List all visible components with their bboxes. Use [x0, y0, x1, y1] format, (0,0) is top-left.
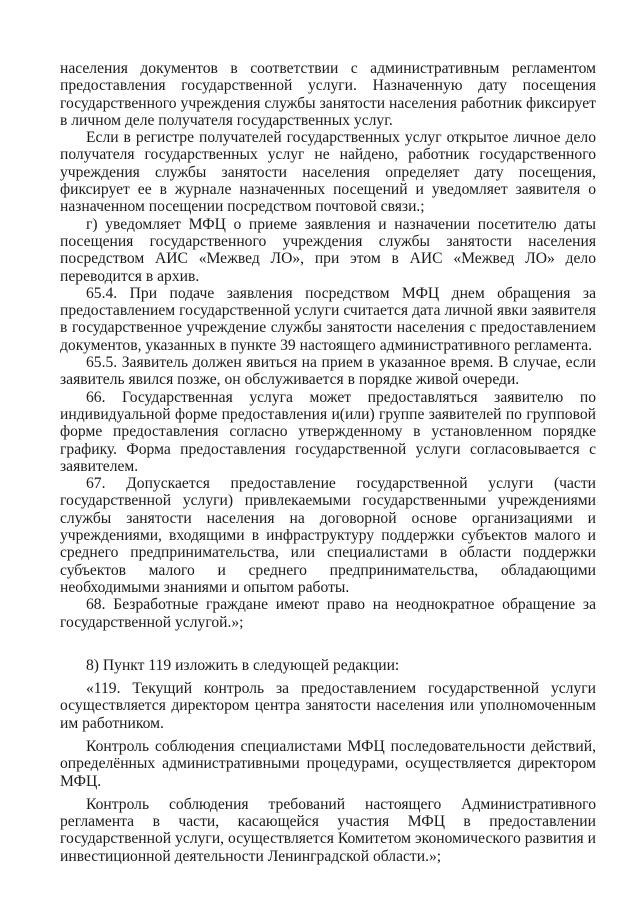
paragraph-item-g: г) уведомляет МФЦ о приеме заявления и назначении посетителю даты посещения государственного учреждения службы занятости населения посредством АИС «Межвед ЛО», при этом в АИС «Межвед ЛО» дело переводится в архив. [60, 215, 596, 285]
paragraph-66: 66. Государственная услуга может предоставляться заявителю по индивидуальной форме предоставления и(или) группе заявителей по групповой форме предоставления согласно утвержденному в установленном порядке графику. Форма предоставления государственной услуги согласовывается с заявителем. [60, 388, 596, 475]
paragraph-registry: Если в регистре получателей государственных услуг открытое личное дело получателя государственных услуг не найдено, работник государственного учреждения службы занятости населения определяет дату посещения, фиксирует ее в журнале назначенных посещений и уведомляет заявителя о назначенном посещении посредством почтовой связи.; [60, 129, 596, 216]
paragraph-68: 68. Безработные граждане имеют право на неоднократное обращение за государственной услугой.»; [60, 596, 596, 631]
paragraph-amendment-8: 8) Пункт 119 изложить в следующей редакции: [86, 656, 400, 674]
paragraph-regulation-control: Контроль соблюдения требований настоящего Административного регламента в части, касающейся участия МФЦ в предоставлении государственной услуги, осуществляется Комитетом экономического развития и инвестиционной деятельности Ленинградской области.»; [60, 795, 596, 865]
paragraph-continuation: населения документов в соответствии с административным регламентом предоставления государственной услуги. Назначенную дату посещения государственного учреждения службы занятости населения работник фиксирует в личном деле получателя государственных услуг. [60, 60, 596, 129]
paragraph-65-5: 65.5. Заявитель должен явиться на прием в указанное время. В случае, если заявитель явился позже, он обслуживается в порядке живой очереди. [60, 354, 596, 389]
section-gap [60, 631, 596, 657]
paragraph-mfc-control: Контроль соблюдения специалистами МФЦ последовательности действий, определённых административными процедурами, осуществляется директором МФЦ. [60, 737, 596, 790]
paragraph-65-4: 65.4. При подаче заявления посредством МФЦ днем обращения за предоставлением государственной услуги считается дата личной явки заявителя в государственное учреждение службы занятости населения с предоставлением документов, указанных в пункте 39 настоящего административного регламента. [60, 284, 596, 354]
paragraph-67: 67. Допускается предоставление государственной услуги (части государственной услуги) привлекаемыми государственными учреждениями службы занятости населения на договорной основе организациями и учреждениями, входящими в инфраструктуру поддержки субъектов малого и среднего предпринимательства, или специалистами в области поддержки субъектов малого и среднего предпринимательства, обладающими необходимыми знаниями и опытом работы. [60, 475, 596, 596]
paragraph-119: «119. Текущий контроль за предоставлением государственной услуги осуществляется директором центра занятости населения или уполномоченным им работником. [60, 680, 596, 732]
